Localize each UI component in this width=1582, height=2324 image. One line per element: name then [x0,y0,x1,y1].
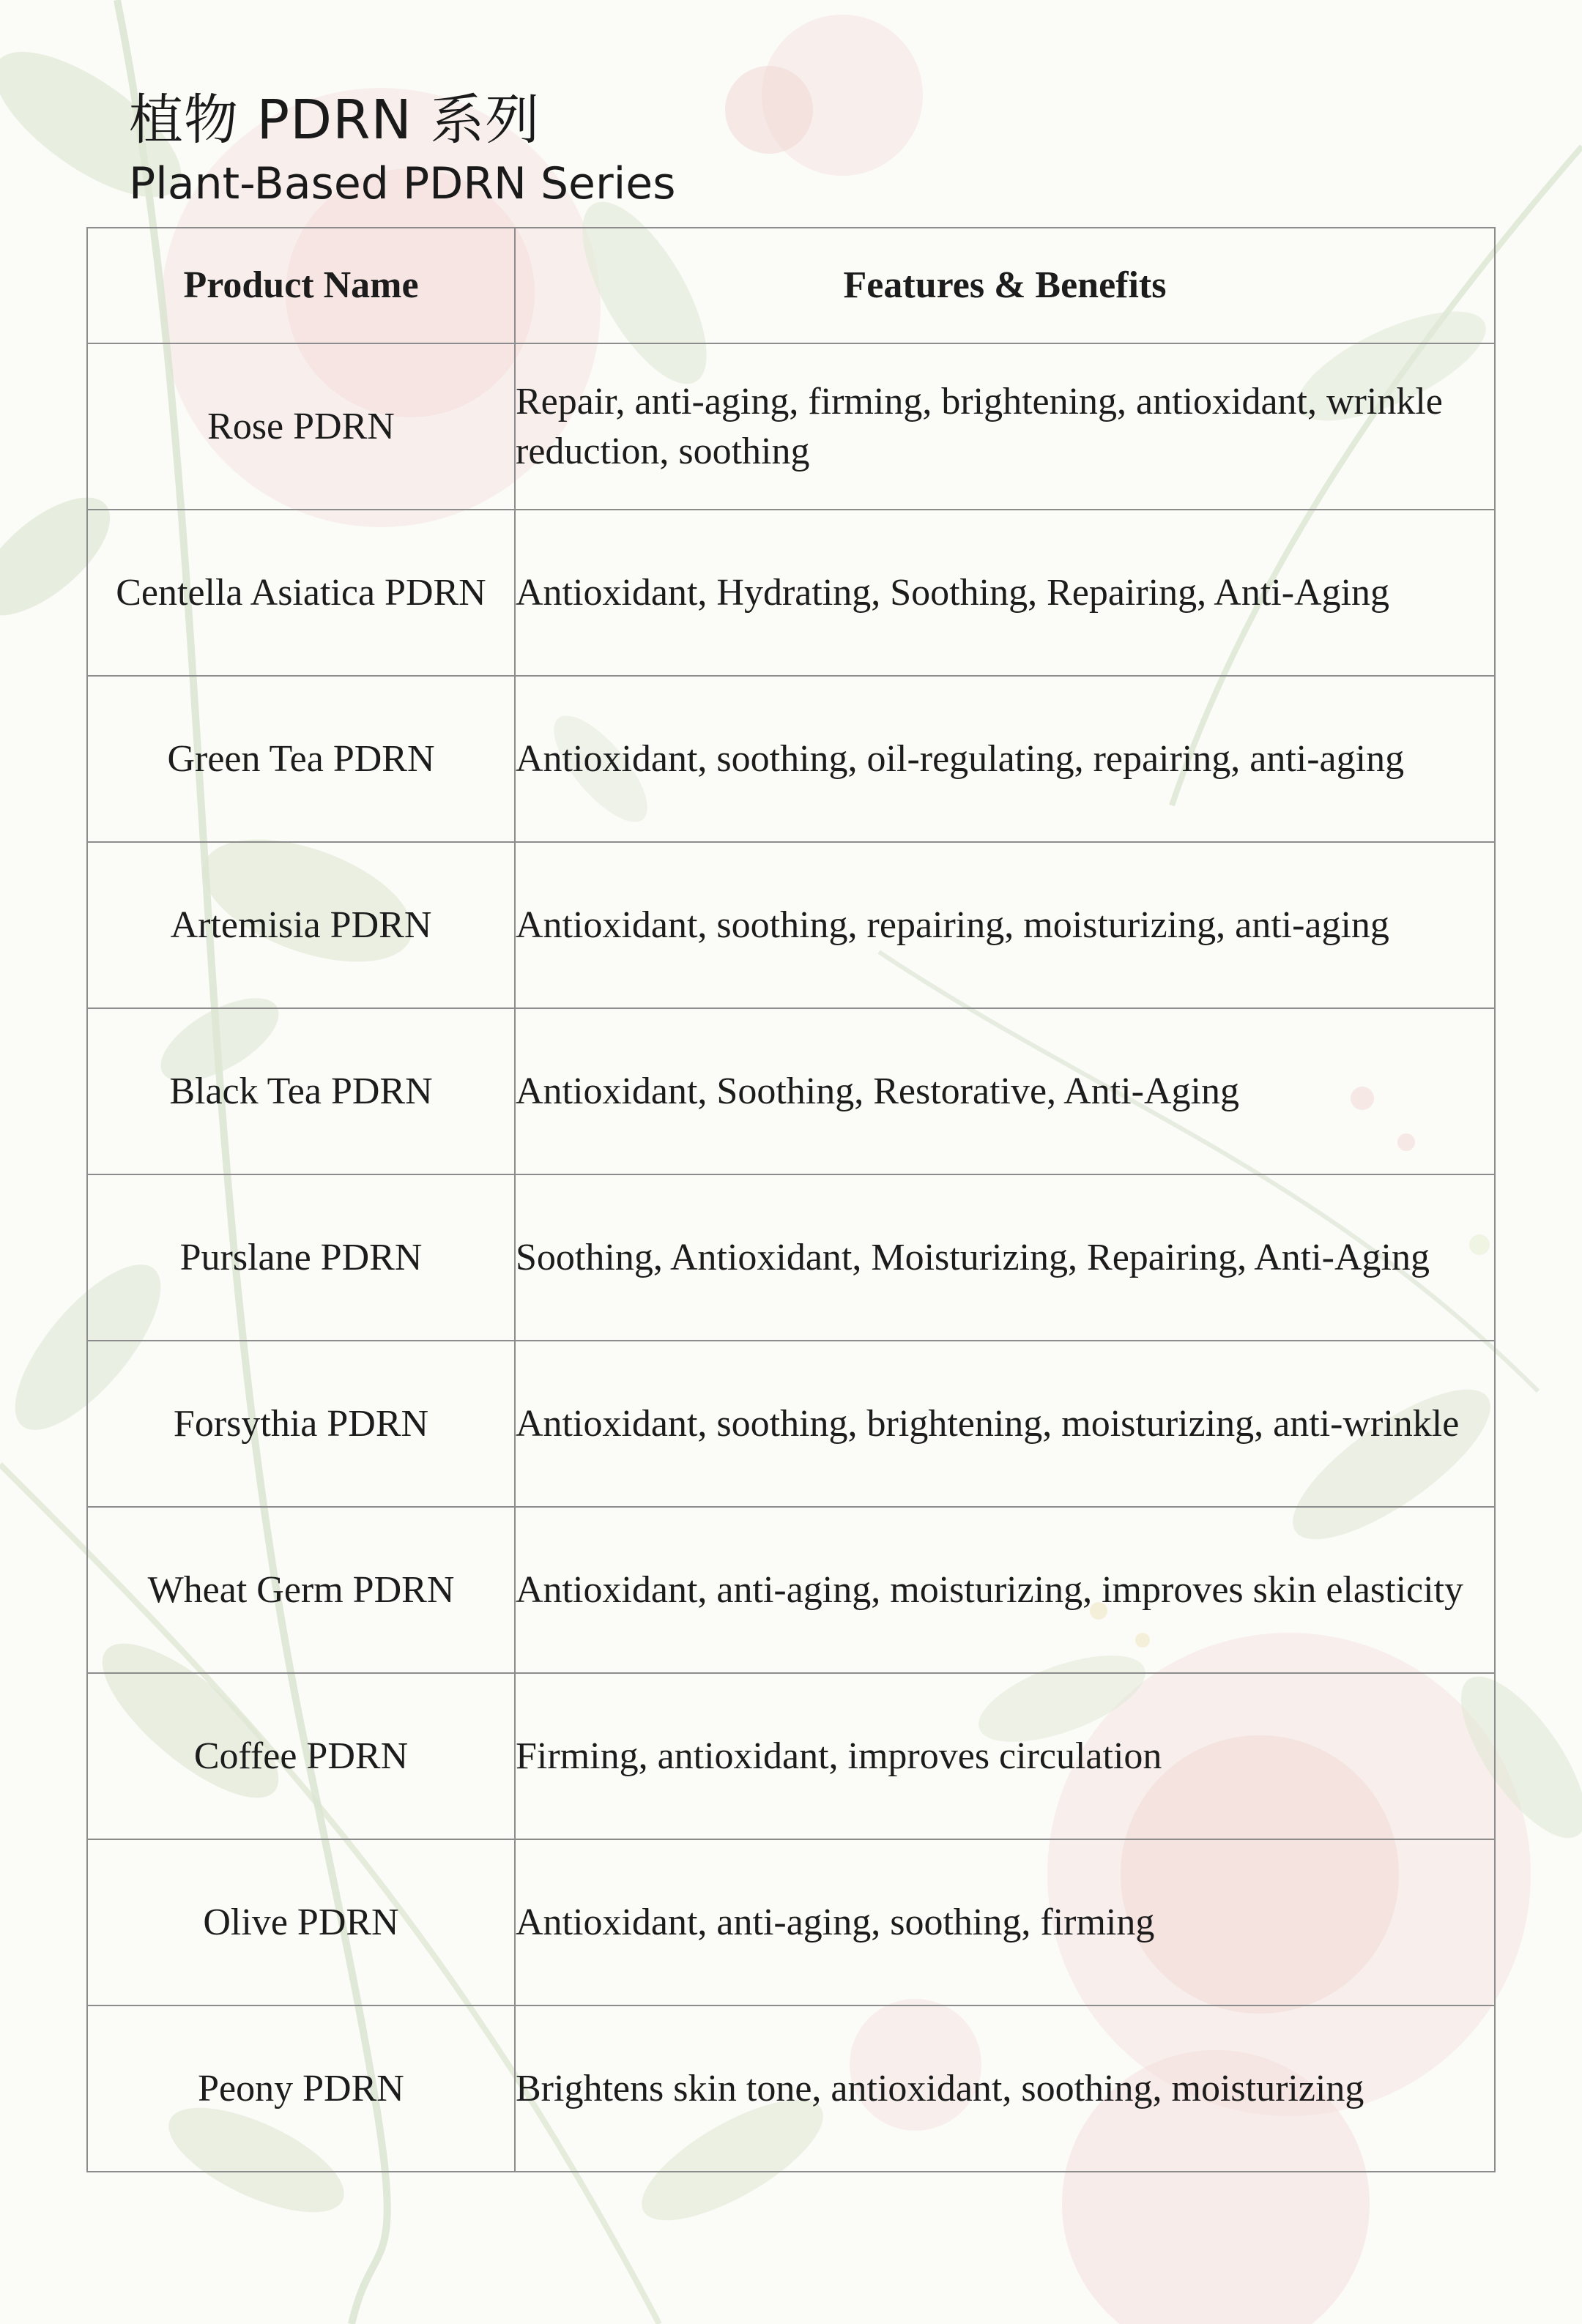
features-cell: Antioxidant, anti-aging, moisturizing, improves skin elasticity [515,1507,1495,1673]
product-name-cell: Coffee PDRN [87,1673,515,1839]
product-name-cell: Centella Asiatica PDRN [87,510,515,676]
features-cell: Repair, anti-aging, firming, brightening, antioxidant, wrinkle reduction, soothing [515,343,1495,510]
table-row [87,1341,1495,1507]
header-product-name: Product Name [87,228,515,343]
product-name-cell: Artemisia PDRN [87,842,515,1008]
features-cell: Antioxidant, soothing, brightening, moisturizing, anti-wrinkle [515,1341,1495,1507]
product-name-cell: Rose PDRN [87,343,515,510]
table-header-row [87,228,1495,343]
product-name-cell: Black Tea PDRN [87,1008,515,1174]
title-chinese: 植物 PDRN 系列 [129,89,541,152]
product-name-cell: Peony PDRN [87,2005,515,2172]
features-cell: Brightens skin tone, antioxidant, soothing, moisturizing [515,2005,1495,2172]
product-name-cell: Wheat Germ PDRN [87,1507,515,1673]
features-cell: Firming, antioxidant, improves circulation [515,1673,1495,1839]
table-row [87,1673,1495,1839]
table-row [87,1507,1495,1673]
product-name-cell: Purslane PDRN [87,1174,515,1341]
product-name-cell: Forsythia PDRN [87,1341,515,1507]
features-cell: Antioxidant, soothing, repairing, moisturizing, anti-aging [515,842,1495,1008]
product-name-cell: Olive PDRN [87,1839,515,2005]
features-cell: Antioxidant, soothing, oil-regulating, repairing, anti-aging [515,676,1495,842]
product-name-cell: Green Tea PDRN [87,676,515,842]
title-english: Plant-Based PDRN Series [129,158,676,209]
table-row [87,676,1495,842]
features-cell: Antioxidant, anti-aging, soothing, firming [515,1839,1495,2005]
table-row [87,510,1495,676]
features-cell: Antioxidant, Soothing, Restorative, Anti-Aging [515,1008,1495,1174]
table-row [87,1008,1495,1174]
features-cell: Antioxidant, Hydrating, Soothing, Repairing, Anti-Aging [515,510,1495,676]
title-block [129,86,675,214]
table-row [87,2005,1495,2172]
features-cell: Soothing, Antioxidant, Moisturizing, Repairing, Anti-Aging [515,1174,1495,1341]
product-table [86,227,1496,2172]
table-row [87,1839,1495,2005]
header-features-benefits: Features & Benefits [515,228,1495,343]
table-row [87,343,1495,510]
table-row [87,1174,1495,1341]
table-row [87,842,1495,1008]
